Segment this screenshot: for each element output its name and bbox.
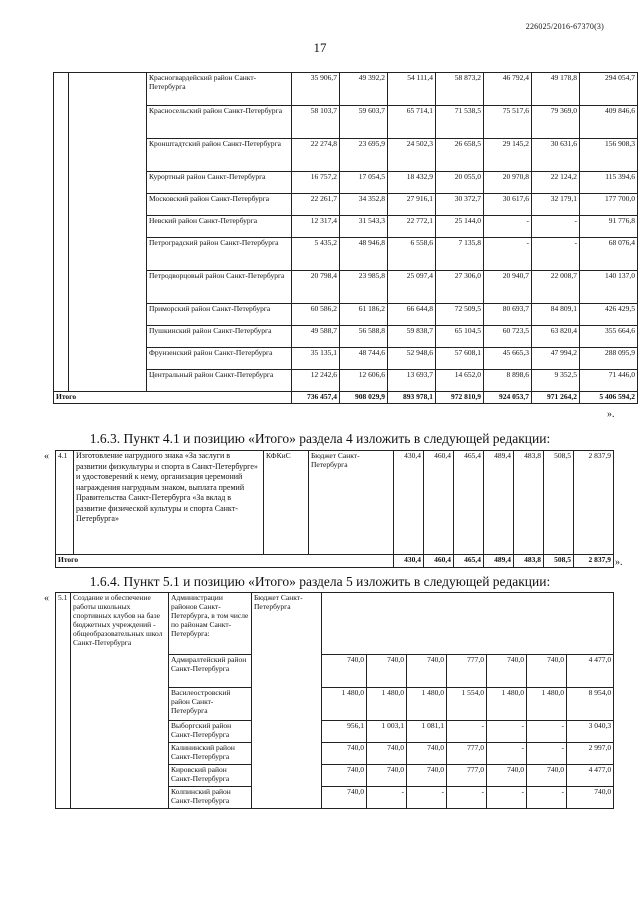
value-cell: 115 394,6: [580, 172, 638, 194]
opening-quote: «: [44, 451, 49, 462]
value-cell: -: [532, 216, 580, 238]
value-cell: 294 054,7: [580, 73, 638, 106]
value-cell: 45 665,3: [484, 348, 532, 370]
executor: КФКиС: [264, 451, 309, 555]
value-cell: 65 104,5: [436, 326, 484, 348]
total-row: [54, 392, 638, 404]
value-cell: 740,0: [322, 655, 367, 688]
value-cell: 740,0: [367, 655, 407, 688]
value-cell: 60 723,5: [484, 326, 532, 348]
value-cell: 46 792,4: [484, 73, 532, 106]
value-cell: -: [447, 721, 487, 743]
value-cell: 1 003,1: [367, 721, 407, 743]
district-name: Пушкинский район Санкт-Петербурга: [147, 326, 292, 348]
district-name: Красносельский район Санкт-Петербурга: [147, 106, 292, 139]
value-cell: 426 429,5: [580, 304, 638, 326]
value-cell: 740,0: [407, 655, 447, 688]
value-cell: 2 997,0: [567, 743, 614, 765]
value-cell: 14 652,0: [436, 370, 484, 392]
value-cell: -: [447, 787, 487, 809]
value-cell: 49 392,2: [340, 73, 388, 106]
value-cell: 20 798,4: [292, 271, 340, 304]
district-name: Адмиралтейский район Санкт-Петербурга: [169, 655, 252, 688]
value-cell: -: [367, 787, 407, 809]
district-name: Приморский район Санкт-Петербурга: [147, 304, 292, 326]
value-cell: 6 558,6: [388, 238, 436, 271]
value-cell: 35 135,1: [292, 348, 340, 370]
value-cell: 49 178,8: [532, 73, 580, 106]
district-name: Невский район Санкт-Петербурга: [147, 216, 292, 238]
blank-cell: [322, 593, 614, 655]
value-cell: 483,8: [514, 451, 544, 555]
value-cell: 26 658,5: [436, 139, 484, 172]
value-cell: 460,4: [424, 451, 454, 555]
value-cell: -: [527, 721, 567, 743]
value-cell: 740,0: [567, 787, 614, 809]
value-cell: -: [407, 787, 447, 809]
district-name: Выборгский район Санкт-Петербурга: [169, 721, 252, 743]
value-cell: 59 603,7: [340, 106, 388, 139]
funding-source: Бюджет Санкт-Петербурга: [309, 451, 394, 555]
value-cell: 12 242,6: [292, 370, 340, 392]
value-cell: 23 695,9: [340, 139, 388, 172]
district-name: Фрунзенский район Санкт-Петербурга: [147, 348, 292, 370]
value-cell: 30 631,6: [532, 139, 580, 172]
value-cell: 84 809,1: [532, 304, 580, 326]
value-cell: 61 186,2: [340, 304, 388, 326]
value-cell: -: [527, 743, 567, 765]
value-cell: 65 714,1: [388, 106, 436, 139]
value-cell: 22 261,7: [292, 194, 340, 216]
value-cell: 30 372,7: [436, 194, 484, 216]
value-cell: 66 644,8: [388, 304, 436, 326]
value-cell: 508,5: [544, 451, 574, 555]
item-name: Изготовление нагрудного знака «За заслуги в развитии физкультуры и спорта в Санкт-Петербурге» и удостоверений к нему, организация церемоний награждения нагрудным знаком, выплата премий Правительства Санкт-Петербурга «За вклад в развитие физической культуры и спорта Санкт-Петербурга»: [74, 451, 264, 555]
value-cell: 49 588,7: [292, 326, 340, 348]
total-label: Итого: [56, 555, 394, 568]
district-name: Петроградский район Санкт-Петербурга: [147, 238, 292, 271]
value-cell: 60 586,2: [292, 304, 340, 326]
district-name: Колпинский район Санкт-Петербурга: [169, 787, 252, 809]
value-cell: 56 588,8: [340, 326, 388, 348]
value-cell: 32 179,1: [532, 194, 580, 216]
value-cell: -: [527, 787, 567, 809]
value-cell: 48 744,6: [340, 348, 388, 370]
district-name: Кронштадтский район Санкт-Петербурга: [147, 139, 292, 172]
value-cell: 4 477,0: [567, 765, 614, 787]
value-cell: 47 994,2: [532, 348, 580, 370]
value-cell: 8 898,6: [484, 370, 532, 392]
total-cell: 971 264,2: [532, 392, 580, 404]
value-cell: 71 446,0: [580, 370, 638, 392]
value-cell: 740,0: [367, 743, 407, 765]
total-cell: 483,8: [514, 555, 544, 568]
value-cell: 35 906,7: [292, 73, 340, 106]
value-cell: 16 757,2: [292, 172, 340, 194]
value-cell: 1 480,0: [527, 688, 567, 721]
value-cell: 740,0: [527, 655, 567, 688]
value-cell: 30 617,6: [484, 194, 532, 216]
value-cell: 79 369,0: [532, 106, 580, 139]
page-number: 17: [313, 40, 327, 55]
value-cell: 777,0: [447, 743, 487, 765]
value-cell: 52 948,6: [388, 348, 436, 370]
value-cell: 12 606,6: [340, 370, 388, 392]
opening-quote: «: [44, 593, 49, 604]
value-cell: 57 608,1: [436, 348, 484, 370]
value-cell: 20 970,8: [484, 172, 532, 194]
value-cell: 27 916,1: [388, 194, 436, 216]
value-cell: 740,0: [322, 743, 367, 765]
value-cell: 72 509,5: [436, 304, 484, 326]
value-cell: 355 664,6: [580, 326, 638, 348]
district-name: Василеостровский район Санкт-Петербурга: [169, 688, 252, 721]
total-cell: 460,4: [424, 555, 454, 568]
district-name: Московский район Санкт-Петербурга: [147, 194, 292, 216]
value-cell: 1 480,0: [407, 688, 447, 721]
value-cell: 777,0: [447, 765, 487, 787]
value-cell: -: [532, 238, 580, 271]
item-number: 5.1: [56, 593, 71, 809]
total-cell: 893 978,1: [388, 392, 436, 404]
value-cell: 9 352,5: [532, 370, 580, 392]
value-cell: 740,0: [407, 743, 447, 765]
value-cell: 34 352,8: [340, 194, 388, 216]
value-cell: -: [487, 787, 527, 809]
value-cell: 54 111,4: [388, 73, 436, 106]
value-cell: 430,4: [394, 451, 424, 555]
value-cell: -: [487, 743, 527, 765]
closing-quote: ».: [607, 409, 615, 420]
value-cell: 2 837,9: [574, 451, 614, 555]
value-cell: 80 693,7: [484, 304, 532, 326]
value-cell: -: [487, 721, 527, 743]
section-4-table: [55, 450, 614, 568]
value-cell: 17 054,5: [340, 172, 388, 194]
district-name: Петродворцовый район Санкт-Петербурга: [147, 271, 292, 304]
value-cell: 68 076,4: [580, 238, 638, 271]
value-cell: 409 846,6: [580, 106, 638, 139]
total-cell: 430,4: [394, 555, 424, 568]
value-cell: 489,4: [484, 451, 514, 555]
value-cell: 1 480,0: [322, 688, 367, 721]
value-cell: 465,4: [454, 451, 484, 555]
executor: Администрации районов Санкт-Петербурга, в том числе по районам Санкт-Петербурга:: [169, 593, 252, 655]
value-cell: 48 946,8: [340, 238, 388, 271]
total-cell: 489,4: [484, 555, 514, 568]
value-cell: 24 502,3: [388, 139, 436, 172]
section-5-table: [55, 592, 614, 809]
value-cell: 740,0: [527, 765, 567, 787]
value-cell: 740,0: [367, 765, 407, 787]
funding-source: Бюджет Санкт-Петербурга: [252, 593, 322, 809]
value-cell: 29 145,2: [484, 139, 532, 172]
value-cell: 740,0: [487, 655, 527, 688]
total-label: Итого: [54, 392, 292, 404]
total-cell: 908 029,9: [340, 392, 388, 404]
district-funding-table: [53, 72, 638, 404]
value-cell: 25 144,0: [436, 216, 484, 238]
value-cell: 71 538,5: [436, 106, 484, 139]
value-cell: 13 693,7: [388, 370, 436, 392]
document-number: 226025/2016-67370(3): [525, 22, 604, 31]
total-cell: 736 457,4: [292, 392, 340, 404]
value-cell: 740,0: [407, 765, 447, 787]
district-name: Калининский район Санкт-Петербурга: [169, 743, 252, 765]
value-cell: 59 838,7: [388, 326, 436, 348]
value-cell: 1 480,0: [367, 688, 407, 721]
value-cell: 1 081,1: [407, 721, 447, 743]
item-number: 4.1: [56, 451, 74, 555]
value-cell: 31 543,3: [340, 216, 388, 238]
value-cell: 140 137,0: [580, 271, 638, 304]
value-cell: 58 103,7: [292, 106, 340, 139]
value-cell: 740,0: [322, 765, 367, 787]
paragraph-1-6-3: 1.6.3. Пункт 4.1 и позицию «Итого» раздела 4 изложить в следующей редакции:: [89, 431, 551, 446]
paragraph-1-6-4: 1.6.4. Пункт 5.1 и позицию «Итого» раздела 5 изложить в следующей редакции:: [89, 574, 551, 589]
value-cell: 740,0: [322, 787, 367, 809]
total-cell: 508,5: [544, 555, 574, 568]
value-cell: 22 008,7: [532, 271, 580, 304]
value-cell: 177 700,0: [580, 194, 638, 216]
district-name: Центральный район Санкт-Петербурга: [147, 370, 292, 392]
value-cell: -: [484, 238, 532, 271]
value-cell: 25 097,4: [388, 271, 436, 304]
value-cell: 23 985,8: [340, 271, 388, 304]
total-cell: 924 053,7: [484, 392, 532, 404]
value-cell: 288 095,9: [580, 348, 638, 370]
blank-cell: [69, 73, 147, 392]
value-cell: 156 908,3: [580, 139, 638, 172]
district-name: Кировский район Санкт-Петербурга: [169, 765, 252, 787]
value-cell: -: [484, 216, 532, 238]
value-cell: 58 873,2: [436, 73, 484, 106]
total-cell: 972 810,9: [436, 392, 484, 404]
value-cell: 8 954,0: [567, 688, 614, 721]
value-cell: 22 772,1: [388, 216, 436, 238]
closing-quote: ».: [615, 557, 623, 568]
table-row: [54, 73, 638, 106]
blank-cell: [54, 73, 69, 392]
value-cell: 1 480,0: [487, 688, 527, 721]
item-name: Создание и обеспечение работы школьных спортивных клубов на базе бюджетных учреждений - общеобразовательных школ Санкт-Петербурга: [71, 593, 169, 809]
value-cell: 22 274,8: [292, 139, 340, 172]
district-name: Красногвардейский район Санкт-Петербурга: [147, 73, 292, 106]
total-cell: 2 837,9: [574, 555, 614, 568]
value-cell: 7 135,8: [436, 238, 484, 271]
value-cell: 18 432,9: [388, 172, 436, 194]
value-cell: 4 477,0: [567, 655, 614, 688]
table-row: [56, 593, 614, 655]
value-cell: 12 317,4: [292, 216, 340, 238]
value-cell: 91 776,8: [580, 216, 638, 238]
value-cell: 22 124,2: [532, 172, 580, 194]
district-name: Курортный район Санкт-Петербурга: [147, 172, 292, 194]
value-cell: 75 517,6: [484, 106, 532, 139]
value-cell: 740,0: [487, 765, 527, 787]
value-cell: 20 940,7: [484, 271, 532, 304]
value-cell: 777,0: [447, 655, 487, 688]
total-cell: 5 406 594,2: [580, 392, 638, 404]
value-cell: 5 435,2: [292, 238, 340, 271]
value-cell: 27 306,0: [436, 271, 484, 304]
value-cell: 956,1: [322, 721, 367, 743]
value-cell: 63 820,4: [532, 326, 580, 348]
total-cell: 465,4: [454, 555, 484, 568]
value-cell: 1 554,0: [447, 688, 487, 721]
value-cell: 3 040,3: [567, 721, 614, 743]
value-cell: 20 055,0: [436, 172, 484, 194]
